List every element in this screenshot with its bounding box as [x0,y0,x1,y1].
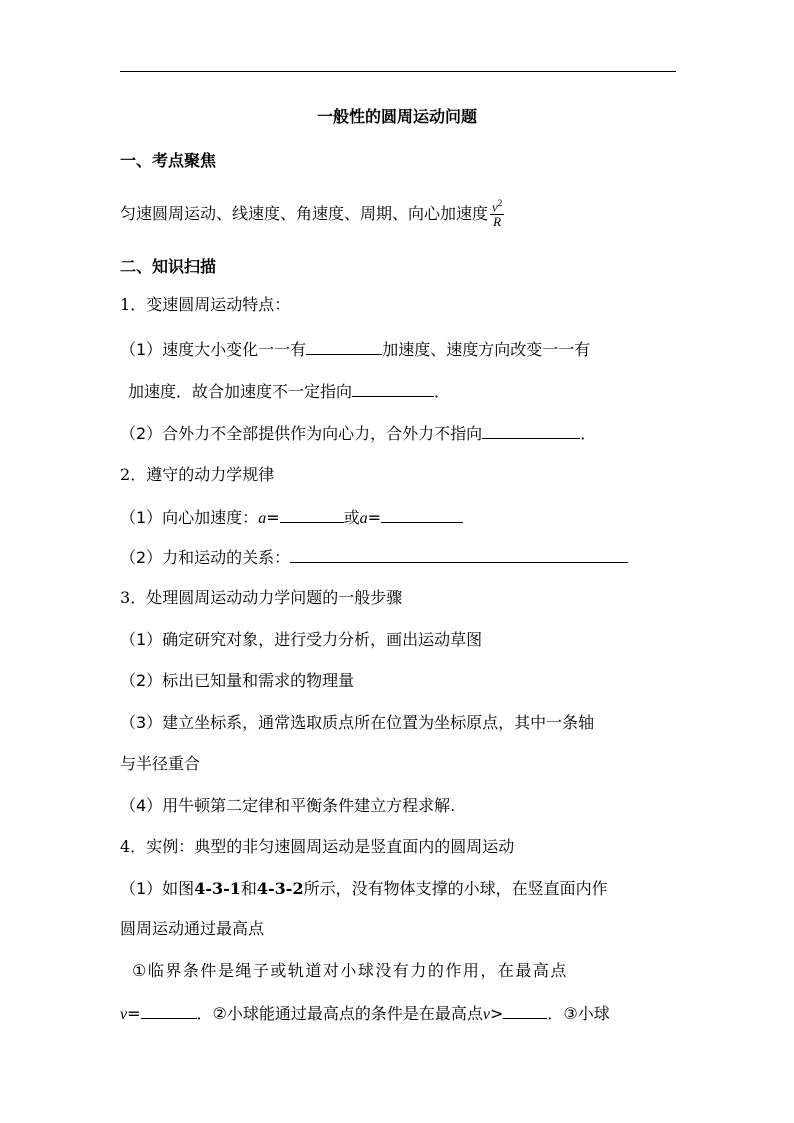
point4-line3: v= ．②小球能通过最高点的条件是在最高点v> ．③小球 [120,1004,610,1023]
point1-line1: （1）速度大小变化一一有 加速度、速度方向改变一一有 [120,340,591,359]
blank-3[interactable] [482,422,580,439]
section1-topics: 匀速圆周运动、线速度、角速度、周期、向心加速度 [120,204,489,224]
point1-line2: 加速度．故合加速度不一定指向 ． [128,382,451,401]
point3-title: 3．处理圆周运动动力学问题的一般步骤 [120,588,403,607]
blank-2[interactable] [352,380,434,397]
centripetal-accel-fraction: $\frac{v^2}{R}$ [492,198,503,230]
point1-line3: （2）合外力不全部提供作为向心力，合外力不指向 ． [120,424,597,443]
blank-4[interactable] [280,506,344,523]
header-rule [120,71,676,72]
blank-6[interactable] [290,546,628,563]
point2-title: 2．遵守的动力学规律 [120,465,275,484]
point4-title: 4．实例：典型的非匀速圆周运动是竖直面内的圆周运动 [120,837,515,856]
point4-line1-cont: 圆周运动通过最高点 [120,919,265,938]
point1-title: 1．变速圆周运动特点： [120,295,291,314]
point3-line4: （4）用牛顿第二定律和平衡条件建立方程求解. [120,796,456,815]
blank-1[interactable] [306,338,382,355]
point3-line3-cont: 与半径重合 [120,754,201,773]
point2-line1: （1）向心加速度：a= 或a= [120,506,463,530]
point4-line2: ①临界条件是绳子或轨道对小球没有力的作用，在最高点 [132,961,568,980]
blank-5[interactable] [381,506,463,523]
page-title: 一般性的圆周运动问题 [316,107,477,126]
section1-text [120,198,504,231]
point4-line1: （1）如图4-3-1和4-3-2所示，没有物体支撑的小球，在竖直面内作 [120,879,608,898]
point3-line3: （3）建立坐标系，通常选取质点所在位置为坐标原点，其中一条轴 [120,713,595,732]
blank-7[interactable] [141,1002,197,1019]
blank-8[interactable] [503,1002,547,1019]
point2-line2: （2）力和运动的关系： [120,546,628,569]
section2-heading: 二、知识扫描 [120,257,217,276]
point3-line1: （1）确定研究对象，进行受力分析，画出运动草图 [120,630,483,649]
point3-line2: （2）标出已知量和需求的物理量 [120,671,355,690]
section1-heading: 一、考点聚焦 [120,151,217,170]
